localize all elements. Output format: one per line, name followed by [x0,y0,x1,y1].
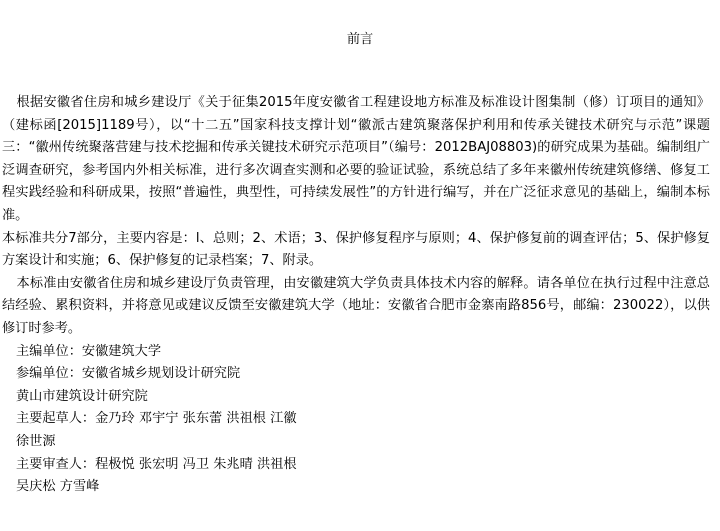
paragraph-contents: 本标准共分7部分，主要内容是：l、总则；2、术语；3、保护修复程序与原则；4、保护修复前的调查评估；5、保护修复方案设计和实施；6、保护修复的记录档案；7、附录。 [2,230,710,269]
main-reviewers-continued: 吴庆松 方雪峰 [16,479,100,495]
document-body [2,92,710,499]
main-reviewers: 主要审查人：程极悦 张宏明 冯卫 朱兆晴 洪祖根 [16,456,297,472]
participating-unit-1: 参编单位：安徽省城乡规划设计研究院 [16,366,241,382]
page-title: 前言 [346,32,374,47]
participating-unit-2: 黄山市建筑设计研究院 [16,388,148,404]
main-drafters: 主要起草人：金乃玲 邓宇宁 张东蕾 洪祖根 江徽 [16,411,297,427]
chief-editor-unit: 主编单位：安徽建筑大学 [16,343,162,359]
paragraph-management: 本标准由安徽省住房和城乡建设厅负责管理，由安徽建筑大学负责具体技术内容的解释。请各单位在执行过程中注意总结经验、累积资料，并将意见或建议反馈至安徽建筑大学（地址：安徽省合肥市金寨南路856号，邮编：230022），以供修订时参考。 [2,275,710,336]
paragraph-background: 根据安徽省住房和城乡建设厅《关于征集2015年度安徽省工程建设地方标准及标准设计图集制（修）订项目的通知》（建标函[2015]1189号），以“十二五”国家科技支撑计划“徽派古建筑聚落保护利用和传承关键技术研究与示范”课题三：“徽州传统聚落营建与技术挖掘和传承关键技术研究示范项目”（编号：2012BAJ08803)的研究成果为基础。编制组广泛调查研究，参考国内外相关标准，进行多次调查实测和必要的验证试验，系统总结了多年来徽州传统建筑修缮、修复工程实践经验和科研成果，按照“普遍性，典型性，可持续发展性”的方针进行编写，并在广泛征求意见的基础上，编制本标准。 [2,95,710,223]
main-drafters-continued: 徐世源 [16,433,56,449]
